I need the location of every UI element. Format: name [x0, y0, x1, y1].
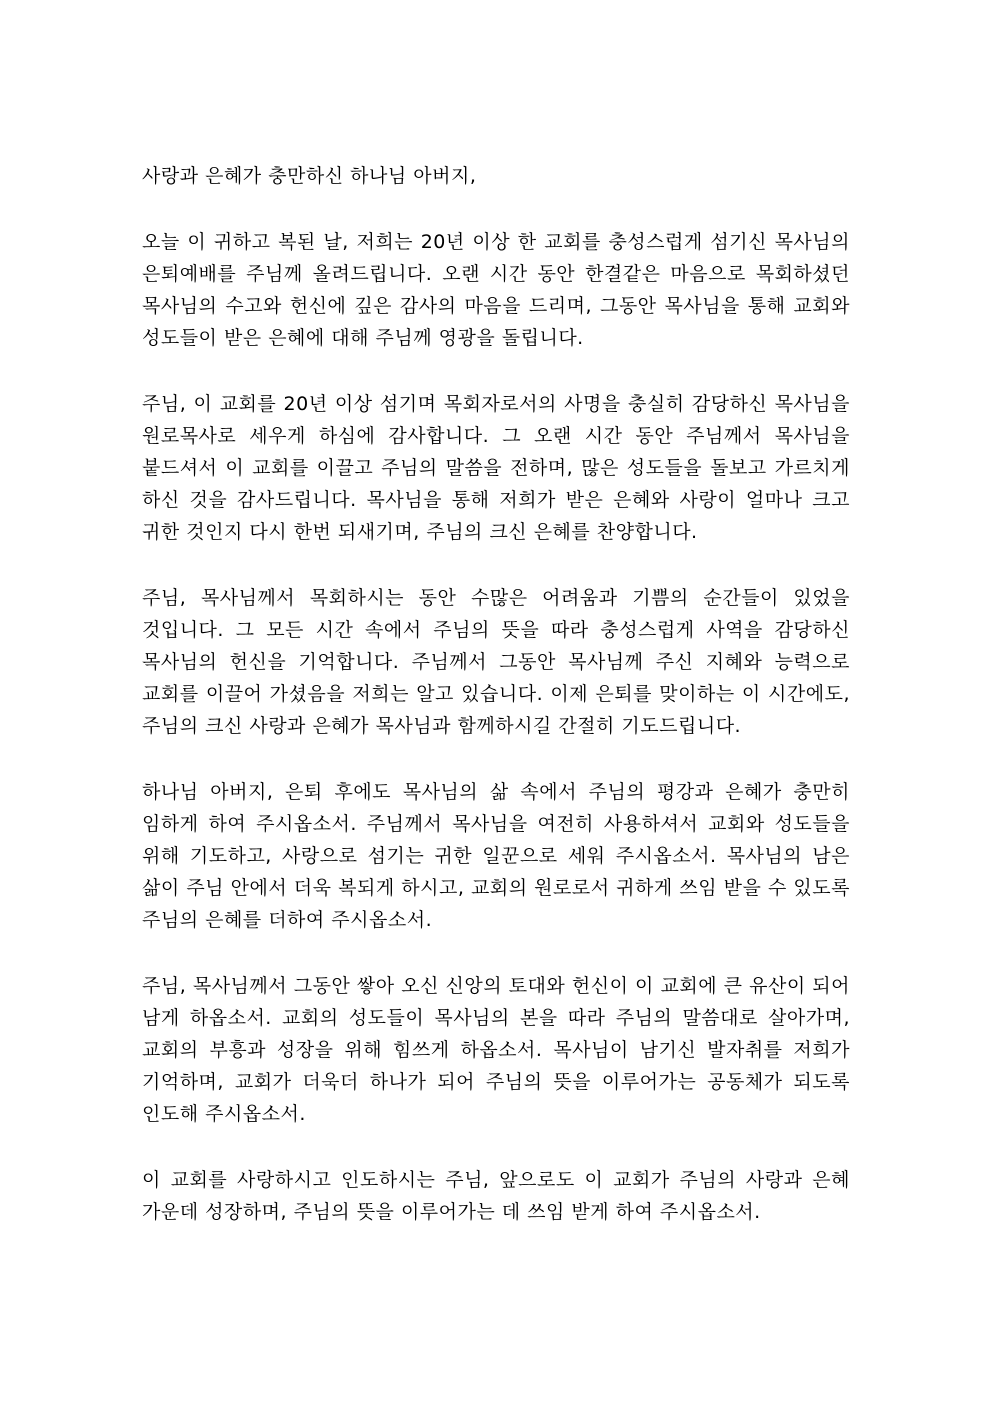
paragraph-6: 이 교회를 사랑하시고 인도하시는 주님, 앞으로도 이 교회가 주님의 사랑과 은혜 가운데 성장하며, 주님의 뜻을 이루어가는 데 쓰임 받게 하여 주시옵소서. [142, 1169, 850, 1223]
paragraph-3: 주님, 목사님께서 목회하시는 동안 수많은 어려움과 기쁨의 순간들이 있었을 것입니다. 그 모든 시간 속에서 주님의 뜻을 따라 충성스럽게 사역을 감당하신 목사님의 헌신을 기억합니다. 주님께서 그동안 목사님께 주신 지혜와 능력으로 교회를 이끌어 가셨음을 저희는 알고 있습니다. 이제 은퇴를 맞이하는 이 시간에도, 주님의 크신 사랑과 은혜가 목사님과 함께하시길 간절히 기도드립니다. [142, 587, 850, 737]
paragraph-5: 주님, 목사님께서 그동안 쌓아 오신 신앙의 토대와 헌신이 이 교회에 큰 유산이 되어 남게 하옵소서. 교회의 성도들이 목사님의 본을 따라 주님의 말씀대로 살아가며, 교회의 부흥과 성장을 위해 힘쓰게 하옵소서. 목사님이 남기신 발자취를 저희가 기억하며, 교회가 더욱더 하나가 되어 주님의 뜻을 이루어가는 공동체가 되도록 인도해 주시옵소서. [142, 975, 850, 1125]
greeting-line: 사랑과 은혜가 충만하신 하나님 아버지, [142, 165, 477, 187]
paragraph-4: 하나님 아버지, 은퇴 후에도 목사님의 삶 속에서 주님의 평강과 은혜가 충만히 임하게 하여 주시옵소서. 주님께서 목사님을 여전히 사용하셔서 교회와 성도들을 위해 기도하고, 사랑으로 섬기는 귀한 일꾼으로 세워 주시옵소서. 목사님의 남은 삶이 주님 안에서 더욱 복되게 하시고, 교회의 원로로서 귀하게 쓰임 받을 수 있도록 주님의 은혜를 더하여 주시옵소서. [142, 781, 850, 931]
paragraph-1: 오늘 이 귀하고 복된 날, 저희는 20년 이상 한 교회를 충성스럽게 섬기신 목사님의 은퇴예배를 주님께 올려드립니다. 오랜 시간 동안 한결같은 마음으로 목회하셨던 목사님의 수고와 헌신에 깊은 감사의 마음을 드리며, 그동안 목사님을 통해 교회와 성도들이 받은 은혜에 대해 주님께 영광을 돌립니다. [142, 231, 850, 349]
paragraph-2: 주님, 이 교회를 20년 이상 섬기며 목회자로서의 사명을 충실히 감당하신 목사님을 원로목사로 세우게 하심에 감사합니다. 그 오랜 시간 동안 주님께서 목사님을 붙드셔서 이 교회를 이끌고 주님의 말씀을 전하며, 많은 성도들을 돌보고 가르치게 하신 것을 감사드립니다. 목사님을 통해 저희가 받은 은혜와 사랑이 얼마나 크고 귀한 것인지 다시 한번 되새기며, 주님의 크신 은혜를 찬양합니다. [142, 393, 850, 543]
prayer-body [142, 160, 850, 1262]
